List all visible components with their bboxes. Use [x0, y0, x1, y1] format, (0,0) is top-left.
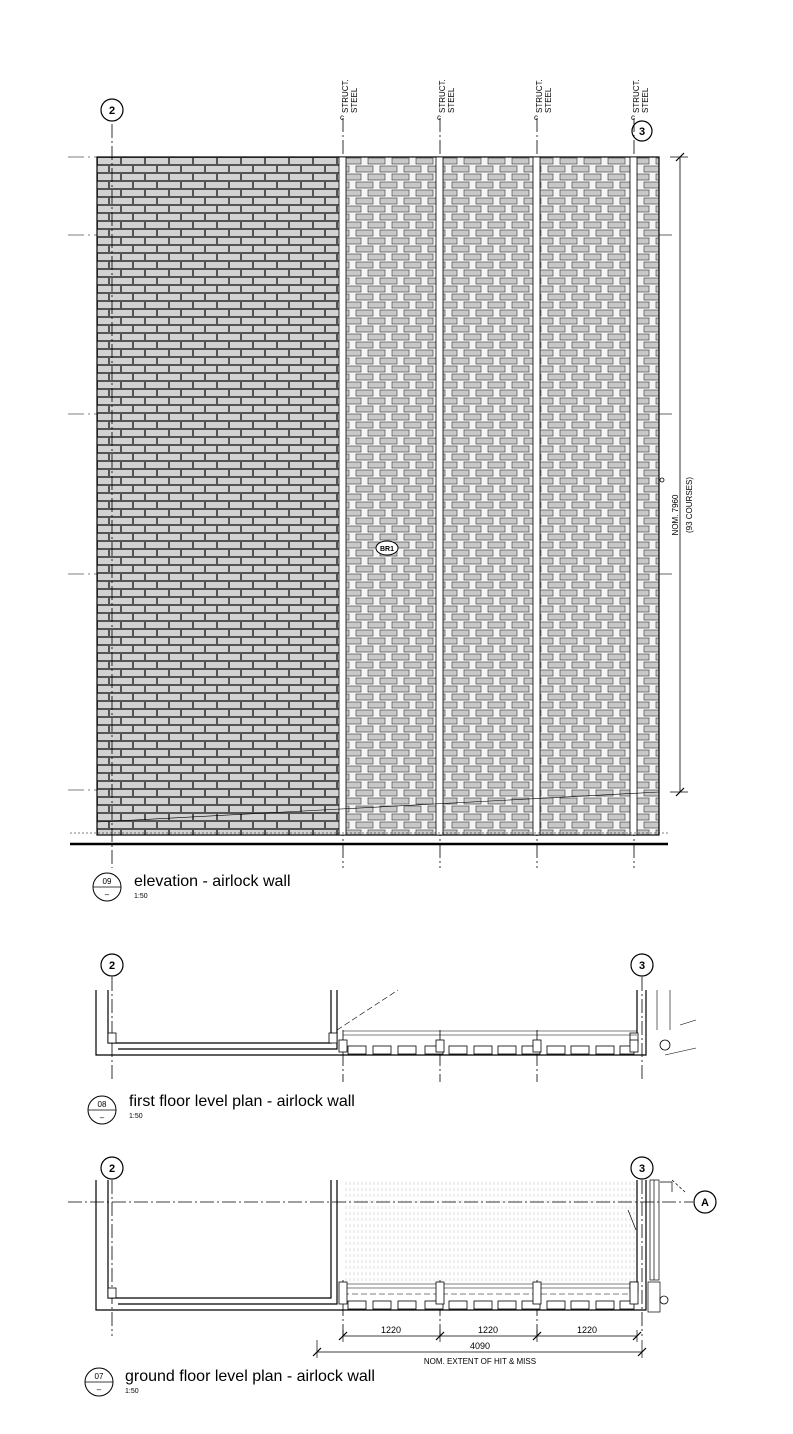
hit-and-miss-brick-panel — [343, 157, 659, 835]
steel-label-2-line1: STRUCT. — [438, 79, 447, 113]
steel-label-1-line1: STRUCT. — [341, 79, 350, 113]
steel-label-1-line2: STEEL — [350, 87, 359, 113]
steel-label-4-line2: STEEL — [641, 87, 650, 113]
gf-dim-1220-b: 1220 — [477, 1325, 499, 1335]
gf-dim-1220-c: 1220 — [576, 1325, 598, 1335]
grid-bubble-3-first-floor — [631, 954, 653, 976]
steel-label-3 — [535, 79, 553, 113]
view-dash-09: – — [104, 890, 110, 899]
view-scale-09: 1:50 — [134, 893, 148, 900]
steel-label-3-line1: STRUCT. — [535, 79, 544, 113]
grid-bubble-2-ground-floor — [101, 1157, 123, 1179]
gf-dim-total: 4090 — [469, 1341, 491, 1351]
brick-tag — [376, 541, 398, 555]
gf-grid-a-label: A — [701, 1197, 709, 1209]
ff-grid-2-label: 2 — [108, 960, 116, 972]
gf-downpipe — [660, 1296, 668, 1304]
view-scale-08: 1:50 — [129, 1113, 143, 1120]
ff-column-mid — [329, 1033, 337, 1043]
height-dimension — [660, 153, 694, 796]
ff-downpipe — [660, 1040, 670, 1050]
steel-label-3-line2: STEEL — [544, 87, 553, 113]
ff-column-left — [108, 1033, 116, 1043]
steel-label-2-line2: STEEL — [447, 87, 456, 113]
view-scale-07: 1:50 — [125, 1388, 139, 1395]
grid-bubble-3-elevation — [632, 121, 652, 141]
ff-grid-3-label: 3 — [638, 960, 646, 972]
view-number-07: 07 — [94, 1372, 104, 1381]
elevation-view — [68, 79, 694, 901]
view-dash-08: – — [99, 1113, 105, 1122]
grid-bubble-3-ground-floor — [631, 1157, 653, 1179]
view-title-08 — [88, 1093, 355, 1124]
ground-floor-plan — [68, 1157, 716, 1396]
view-title-text-09: elevation - airlock wall — [134, 873, 291, 890]
ff-grid-lines — [112, 977, 642, 1082]
gf-column-left — [108, 1288, 116, 1298]
grid-bubble-2-elevation — [101, 99, 123, 121]
steel-mark-3: c — [534, 113, 538, 122]
steel-mark-2: c — [437, 113, 441, 122]
grid-bubble-2-first-floor — [101, 954, 123, 976]
view-title-text-07: ground floor level plan - airlock wall — [125, 1368, 375, 1385]
gf-dim-1220-a: 1220 — [380, 1325, 402, 1335]
brick-tag-label: BR1 — [379, 546, 395, 553]
steel-label-4 — [632, 79, 650, 113]
gf-grid-3-label: 3 — [638, 1163, 646, 1175]
steel-label-2 — [438, 79, 456, 113]
grid-bubble-a — [694, 1191, 716, 1213]
view-number-08: 08 — [97, 1100, 107, 1109]
gf-grid-2-label: 2 — [108, 1163, 116, 1175]
view-title-09 — [93, 873, 291, 901]
gf-floor-hatch — [343, 1180, 637, 1282]
solid-brick-panel — [97, 157, 343, 835]
grid-2-label: 2 — [108, 105, 116, 117]
first-floor-plan — [88, 954, 696, 1124]
ff-opening-line — [337, 990, 398, 1030]
steel-label-1 — [341, 79, 359, 113]
gf-dim-note: NOM. EXTENT OF HIT & MISS — [423, 1357, 537, 1366]
view-title-text-08: first floor level plan - airlock wall — [129, 1093, 355, 1110]
steel-label-4-line1: STRUCT. — [632, 79, 641, 113]
grid-3-label: 3 — [638, 126, 646, 138]
steel-centre-marks — [340, 113, 635, 122]
view-number-09: 09 — [102, 877, 112, 886]
view-title-07 — [85, 1368, 375, 1396]
ff-walls — [96, 990, 646, 1055]
steel-mark-4: c — [631, 113, 635, 122]
gf-brick-row — [348, 1301, 634, 1309]
view-dash-07: – — [96, 1385, 102, 1394]
steel-mark-1: c — [340, 113, 344, 122]
height-dimension-courses: (93 COURSES) — [685, 476, 694, 534]
height-dimension-value: NOM. 7960 — [671, 494, 680, 536]
ff-brick-row — [348, 1046, 634, 1054]
